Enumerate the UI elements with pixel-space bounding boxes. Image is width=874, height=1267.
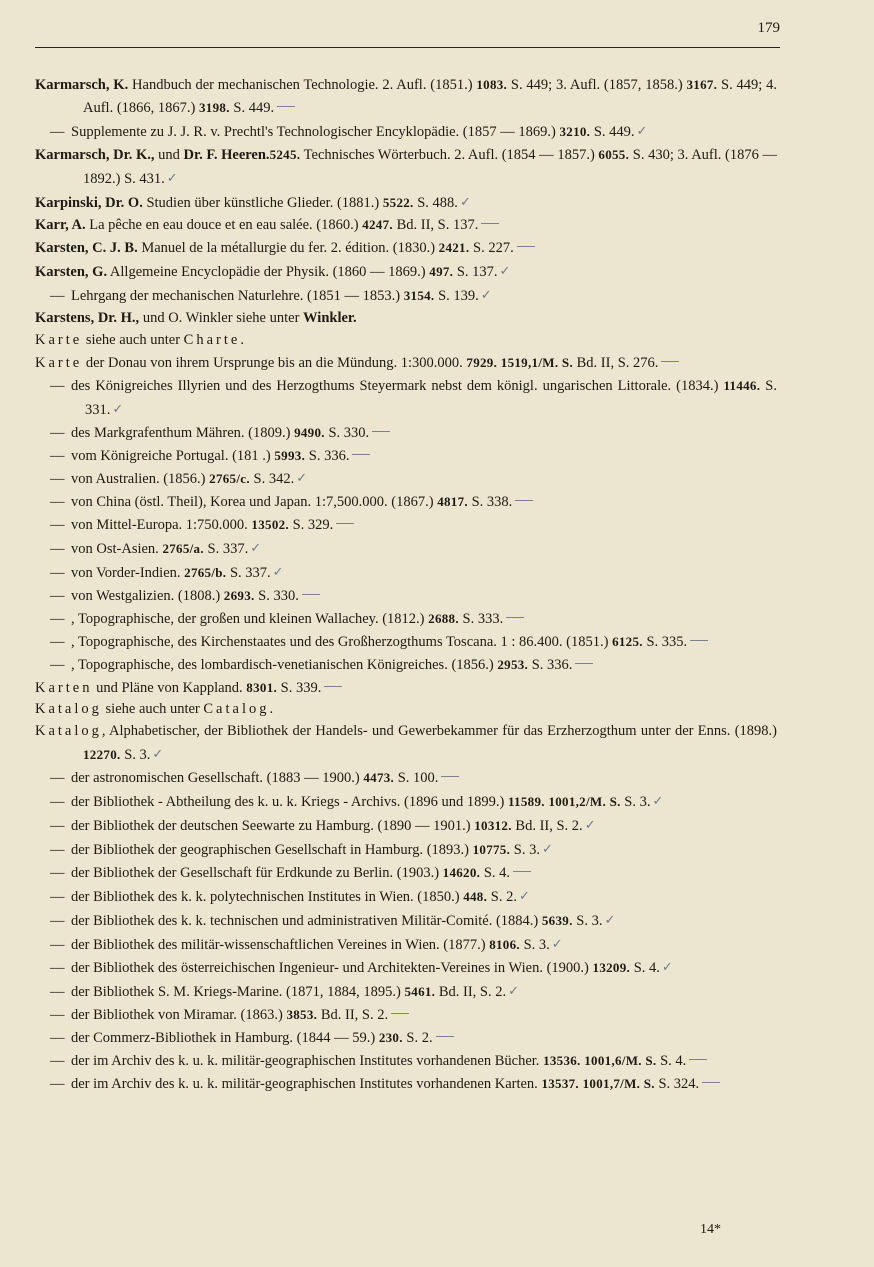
catalog-number: 10775. (472, 841, 511, 857)
catalog-number: 2765/b. (184, 565, 227, 581)
catalog-number: 3167. (686, 77, 718, 92)
entry-text: S. 449; 3. Aufl. (1857, 1858.) (507, 77, 687, 93)
author-name: Karsten, C. J. B. (35, 240, 138, 257)
ditto-dash: — (50, 123, 65, 140)
entry-text: S. 335. (642, 633, 688, 650)
author-name: Karmarsch, K. (35, 77, 129, 93)
ditto-dash: — (50, 1053, 65, 1070)
author-name: Karmarsch, Dr. K., (35, 146, 155, 163)
catalog-number: 230. (378, 1030, 403, 1046)
catalog-number: 2953. (497, 656, 529, 672)
author-name: Karsten, G. (35, 264, 108, 281)
catalog-entries (35, 74, 777, 1096)
entry-keyword: Karten (35, 679, 93, 696)
catalog-entry (35, 330, 777, 352)
catalog-subentry (35, 1027, 777, 1050)
entry-text: der Commerz-Bibliothek in Hamburg. (1844 — 59.) (71, 1030, 379, 1047)
catalog-number: 2765/a. (162, 541, 204, 557)
entry-text: S. 449. (229, 99, 275, 116)
entry-text: S. 3. (519, 936, 550, 953)
entry-text: von China (östl. Theil), Korea und Japan. 1:7,500.000. (1867.) (71, 494, 438, 511)
entry-keyword: Karte (35, 354, 83, 371)
entry-text: S. 330. (254, 587, 299, 604)
ditto-dash: — (50, 888, 65, 905)
entry-text: von Ost-Asien. (71, 541, 163, 558)
catalog-number: 1001,2/M. S. (548, 794, 621, 810)
entry-text: Bd. II, S. 137. (392, 217, 479, 234)
ditto-dash: — (50, 565, 65, 582)
catalog-subentry (35, 980, 777, 1004)
entry-keyword: Katalog (35, 723, 102, 740)
catalog-number: 14620. (442, 864, 481, 880)
catalog-number: 497. (429, 264, 454, 280)
pencil-check-icon: ✓ (584, 817, 596, 832)
entry-text: der Bibliothek der deutschen Seewarte zu Hamburg. (1890 — 1901.) (71, 818, 475, 834)
entry-text: , Alphabetischer, der Bibliothek der Handels- und Gewerbekammer für das Erzherzogthum unter der Enns. (1898.) (101, 723, 777, 740)
pencil-dash-mark (391, 1013, 409, 1014)
pencil-dash-mark (441, 776, 459, 777)
ditto-dash: — (50, 984, 65, 1001)
catalog-subentry (35, 956, 777, 980)
entry-text: Bd. II, S. 2. (435, 984, 507, 1001)
pencil-check-icon: ✓ (459, 193, 471, 209)
entry-text: der Bibliothek von Miramar. (1863.) (71, 1007, 287, 1024)
ditto-dash: — (50, 494, 65, 511)
catalog-entry (35, 721, 777, 767)
ditto-dash: — (50, 864, 65, 881)
ditto-dash: — (50, 377, 65, 394)
entry-text: S. 336. (528, 656, 573, 673)
pencil-check-icon: ✓ (112, 400, 124, 416)
entry-text: der Bibliothek - Abtheilung des k. u. k. Kriegs - Archivs. (1896 und 1899.) (71, 794, 508, 811)
catalog-number: 4817. (437, 494, 468, 510)
catalog-subentry (35, 767, 777, 790)
ditto-dash: — (50, 936, 65, 953)
entry-text: und (154, 146, 184, 163)
catalog-number: 4247. (362, 217, 393, 233)
entry-keyword: Charte (183, 331, 241, 348)
pencil-check-icon: ✓ (272, 564, 284, 580)
catalog-subentry (35, 514, 777, 537)
entry-text: S. 336. (305, 447, 350, 464)
ditto-dash: — (50, 1075, 65, 1092)
pencil-check-icon: ✓ (551, 935, 563, 951)
entry-text: S. 342. (249, 471, 295, 488)
catalog-subentry (35, 814, 777, 838)
entry-text: S. 449; 4. Aufl. (1866, 1867.) (83, 77, 778, 116)
author-name: Karr, A. (35, 217, 86, 234)
catalog-number: 13209. (592, 960, 631, 976)
ditto-dash: — (50, 960, 65, 977)
catalog-number: 13502. (251, 517, 289, 533)
catalog-number: 5461. (404, 984, 436, 1000)
catalog-subentry (35, 631, 777, 654)
ditto-dash: — (50, 517, 65, 534)
entry-text: der Bibliothek des österreichischen Ingenieur- und Architekten-Vereines in Wien. (1900.) (71, 960, 593, 977)
catalog-number: 448. (463, 888, 488, 904)
catalog-number: 1001,6/M. S. (584, 1053, 657, 1069)
entry-text: Manuel de la métallurgie du fer. 2. édition. (1830.) (137, 240, 439, 257)
entry-text: S. 2. (487, 888, 517, 905)
entry-text: vom Königreiche Portugal. (181 .) (71, 447, 275, 464)
entry-text: der Bibliothek der geographischen Gesellschaft in Hamburg. (1893.) (71, 841, 473, 858)
entry-text: Handbuch der mechanischen Technologie. 2. Aufl. (1851.) (128, 77, 477, 93)
entry-text: Bd. II, S. 2. (511, 818, 583, 834)
pencil-dash-mark (302, 594, 320, 595)
entry-text: der Bibliothek des k. k. polytechnischen Institutes in Wien. (1850.) (71, 888, 464, 905)
catalog-number: 3210. (559, 123, 591, 139)
catalog-number: 3853. (286, 1007, 318, 1023)
ditto-dash: — (50, 541, 65, 558)
catalog-number: 3154. (403, 288, 435, 304)
catalog-number: 6055. (598, 146, 630, 162)
entry-text: von Vorder-Indien. (71, 565, 185, 582)
catalog-subentry (35, 885, 777, 909)
pencil-check-icon: ✓ (152, 746, 164, 762)
pencil-dash-mark (689, 1059, 707, 1060)
entry-text: der im Archiv des k. u. k. militär-geographischen Institutes vorhandenen Karten. (71, 1075, 542, 1092)
catalog-entry (35, 74, 777, 120)
pencil-check-icon: ✓ (166, 169, 178, 185)
entry-text: des Markgrafenthum Mähren. (1809.) (71, 424, 295, 441)
catalog-subentry (35, 790, 777, 814)
pencil-check-icon: ✓ (604, 911, 616, 927)
pencil-check-icon: ✓ (250, 540, 262, 556)
entry-text: S. 338. (467, 494, 513, 511)
catalog-entry (35, 352, 777, 375)
pencil-dash-mark (517, 246, 535, 247)
entry-text: von Mittel-Europa. 1:750.000. (71, 517, 252, 534)
ditto-dash: — (50, 794, 65, 811)
entry-text: S. 3. (120, 747, 151, 764)
catalog-entry (35, 677, 777, 700)
pencil-dash-mark (324, 686, 342, 687)
catalog-number: 5639. (541, 912, 573, 928)
entry-text: Bd. II, S. 276. (573, 354, 659, 371)
entry-text: der astronomischen Gesellschaft. (1883 — 1900.) (71, 770, 364, 787)
catalog-number: 2688. (428, 610, 459, 626)
catalog-number: 7929. (466, 354, 498, 370)
entry-text: S. 449. (590, 123, 635, 140)
pencil-check-icon: ✓ (542, 840, 553, 856)
ditto-dash: — (50, 1007, 65, 1024)
pencil-check-icon: ✓ (508, 983, 520, 999)
ditto-dash: — (50, 770, 65, 787)
pencil-dash-mark (702, 1082, 720, 1083)
entry-text: , Topographische, der großen und kleinen Wallachey. (1812.) (71, 610, 429, 627)
pencil-check-icon: ✓ (661, 959, 673, 975)
pencil-dash-mark (515, 500, 533, 501)
entry-text: Technisches Wörterbuch. 2. Aufl. (1854 — 1857.) (300, 146, 599, 163)
entry-text: S. 4. (630, 960, 660, 977)
pencil-dash-mark (436, 1036, 454, 1037)
pencil-check-icon: ✓ (480, 287, 492, 303)
catalog-subentry (35, 467, 777, 491)
catalog-number: 11589. (507, 794, 545, 810)
entry-text: des Königreiches Illyrien und des Herzogthums Steyermark nebst dem königl. ungarischen Littorale. (1834.) (71, 377, 724, 394)
catalog-entry (35, 214, 777, 237)
entry-text: S. 3. (510, 841, 540, 858)
entry-text: S. 430; 3. Aufl. (1876 — 1892.) (83, 146, 778, 187)
entry-text: Bd. II, S. 2. (317, 1007, 389, 1024)
entry-text: siehe auch unter (82, 331, 184, 348)
catalog-subentry (35, 1004, 777, 1027)
ditto-dash: — (50, 447, 65, 464)
author-name: Dr. F. Heeren. (183, 146, 270, 163)
pencil-check-icon: ✓ (518, 887, 530, 903)
catalog-entry (35, 191, 777, 215)
entry-text: S. 3. (572, 912, 603, 929)
pencil-dash-mark (481, 223, 499, 224)
page-number: 179 (757, 20, 780, 36)
entry-text: S. 333. (458, 610, 504, 627)
ditto-dash: — (50, 633, 65, 650)
entry-text: S. 4. (656, 1053, 687, 1070)
entry-text: S. 2. (402, 1030, 433, 1047)
pencil-dash-mark (575, 663, 593, 664)
pencil-check-icon: ✓ (296, 470, 308, 486)
catalog-number: 6125. (612, 633, 643, 649)
catalog-number: 1083. (476, 77, 508, 92)
catalog-subentry (35, 838, 777, 862)
pencil-dash-mark (352, 454, 370, 455)
entry-text: und Pläne von Kappland. (92, 679, 247, 696)
entry-text: Allgemeine Encyclopädie der Physik. (1860 — 1869.) (107, 264, 430, 281)
entry-text: Supplemente zu J. J. R. v. Prechtl's Technologischer Encyklopädie. (1857 — 1869.) (71, 123, 560, 140)
catalog-subentry (35, 1050, 777, 1073)
entry-text: S. 339. (277, 679, 322, 696)
ditto-dash: — (50, 841, 65, 858)
entry-text: von Australien. (1856.) (71, 471, 210, 488)
ditto-dash: — (50, 587, 65, 604)
entry-text: von Westgalizien. (1808.) (71, 587, 224, 604)
entry-text: S. 324. (654, 1075, 700, 1092)
catalog-number: 13537. (541, 1075, 579, 1091)
entry-text: der Bibliothek der Gesellschaft für Erdkunde zu Berlin. (1903.) (71, 864, 443, 881)
catalog-subentry (35, 537, 777, 561)
catalog-number: 10312. (474, 818, 512, 833)
entry-text: Lehrgang der mechanischen Naturlehre. (1851 — 1853.) (71, 288, 404, 305)
pencil-dash-mark (336, 523, 354, 524)
catalog-number: 2421. (438, 240, 470, 256)
entry-text: S. 431. (124, 170, 165, 187)
catalog-subentry (35, 909, 777, 933)
catalog-number: 5245. (269, 146, 301, 162)
catalog-number: 1001,7/M. S. (582, 1075, 655, 1091)
entry-text: S. 227. (469, 240, 514, 257)
ditto-dash: — (50, 656, 65, 673)
catalog-subentry (35, 561, 777, 585)
author-name: Karstens, Dr. H., (35, 310, 140, 327)
entry-text: S. 330. (324, 424, 370, 441)
catalog-subentry (35, 933, 777, 957)
ditto-dash: — (50, 1030, 65, 1047)
catalog-number: 11446. (723, 377, 761, 393)
entry-text: siehe auch unter (101, 701, 204, 718)
catalog-number: 2693. (223, 587, 255, 603)
author-name: Karpinski, Dr. O. (35, 194, 143, 211)
pencil-check-icon: ✓ (636, 122, 648, 138)
entry-text: , Topographische, des lombardisch-venetianischen Königreiches. (1856.) (71, 656, 498, 673)
entry-text: S. 3. (620, 794, 651, 811)
pencil-dash-mark (506, 617, 524, 618)
entry-text: S. 488. (413, 194, 458, 211)
catalog-number: 2765/c. (209, 471, 250, 487)
entry-text: der Bibliothek des k. k. technischen und administrativen Militär-Comité. (1884.) (71, 912, 542, 929)
entry-text: und O. Winkler siehe unter (139, 310, 304, 327)
ditto-dash: — (50, 471, 65, 488)
catalog-entry (35, 308, 777, 330)
catalog-subentry (35, 608, 777, 631)
entry-text: La pêche en eau douce et en eau salée. (1860.) (85, 217, 363, 234)
entry-text: . (240, 331, 244, 348)
catalog-entry (35, 260, 777, 284)
pencil-check-icon: ✓ (499, 263, 511, 279)
entry-text: der Bibliothek des militär-wissenschaftlichen Vereines in Wien. (1877.) (71, 936, 490, 953)
entry-text: . (269, 701, 274, 718)
catalog-entry (35, 237, 777, 260)
catalog-number: 12270. (83, 747, 121, 763)
catalog-number: 1519,1/M. S. (500, 354, 573, 370)
pencil-dash-mark (277, 106, 295, 107)
entry-text: der Donau von ihrem Ursprunge bis an die Mündung. 1:300.000. (82, 354, 467, 371)
signature-mark: 14* (700, 1222, 721, 1237)
pencil-dash-mark (372, 431, 390, 432)
catalog-number: 5522. (382, 194, 414, 210)
entry-text: S. 100. (394, 770, 439, 787)
ditto-dash: — (50, 818, 65, 834)
catalog-number: 13536. (543, 1053, 581, 1069)
entry-text: S. 137. (453, 264, 498, 281)
pencil-check-icon: ✓ (652, 793, 664, 809)
catalog-entry (35, 699, 777, 721)
catalog-subentry (35, 284, 777, 308)
catalog-number: 5993. (274, 447, 306, 463)
entry-keyword: Karte (35, 331, 83, 348)
catalog-subentry (35, 375, 777, 422)
catalog-number: 9490. (294, 424, 325, 440)
entry-text: S. 139. (434, 288, 479, 305)
pencil-dash-mark (690, 640, 708, 641)
entry-text: S. 4. (480, 864, 511, 881)
catalog-subentry (35, 862, 777, 885)
catalog-subentry (35, 445, 777, 468)
catalog-number: 3198. (199, 99, 230, 115)
catalog-number: 8301. (246, 679, 278, 695)
author-name: Winkler. (303, 310, 357, 327)
catalog-number: 8106. (489, 936, 520, 952)
ditto-dash: — (50, 912, 65, 929)
entry-text: der Bibliothek S. M. Kriegs-Marine. (1871, 1884, 1895.) (71, 984, 405, 1001)
entry-text: S. 329. (288, 517, 334, 534)
entry-keyword: Katalog (35, 701, 102, 718)
entry-text: S. 331. (85, 377, 777, 418)
catalog-number: 4473. (363, 770, 395, 786)
entry-text: Studien über künstliche Glieder. (1881.) (142, 194, 383, 211)
pencil-dash-mark (661, 361, 679, 362)
entry-text: S. 337. (226, 565, 271, 582)
catalog-subentry (35, 585, 777, 608)
entry-text: S. 337. (203, 541, 249, 558)
catalog-entry (35, 144, 777, 191)
catalog-subentry (35, 654, 777, 677)
ditto-dash: — (50, 610, 65, 627)
catalog-subentry (35, 422, 777, 445)
pencil-dash-mark (513, 871, 531, 872)
ditto-dash: — (50, 424, 65, 441)
ditto-dash: — (50, 288, 65, 305)
catalog-subentry (35, 491, 777, 514)
catalog-subentry (35, 120, 777, 144)
catalog-subentry (35, 1073, 777, 1096)
entry-keyword: Catalog (203, 701, 270, 718)
header-rule (35, 47, 780, 48)
entry-text: , Topographische, des Kirchenstaates und des Großherzogthums Toscana. 1 : 86.400. (1851.) (71, 633, 613, 650)
entry-text: der im Archiv des k. u. k. militär-geographischen Institutes vorhandenen Bücher. (71, 1053, 544, 1070)
